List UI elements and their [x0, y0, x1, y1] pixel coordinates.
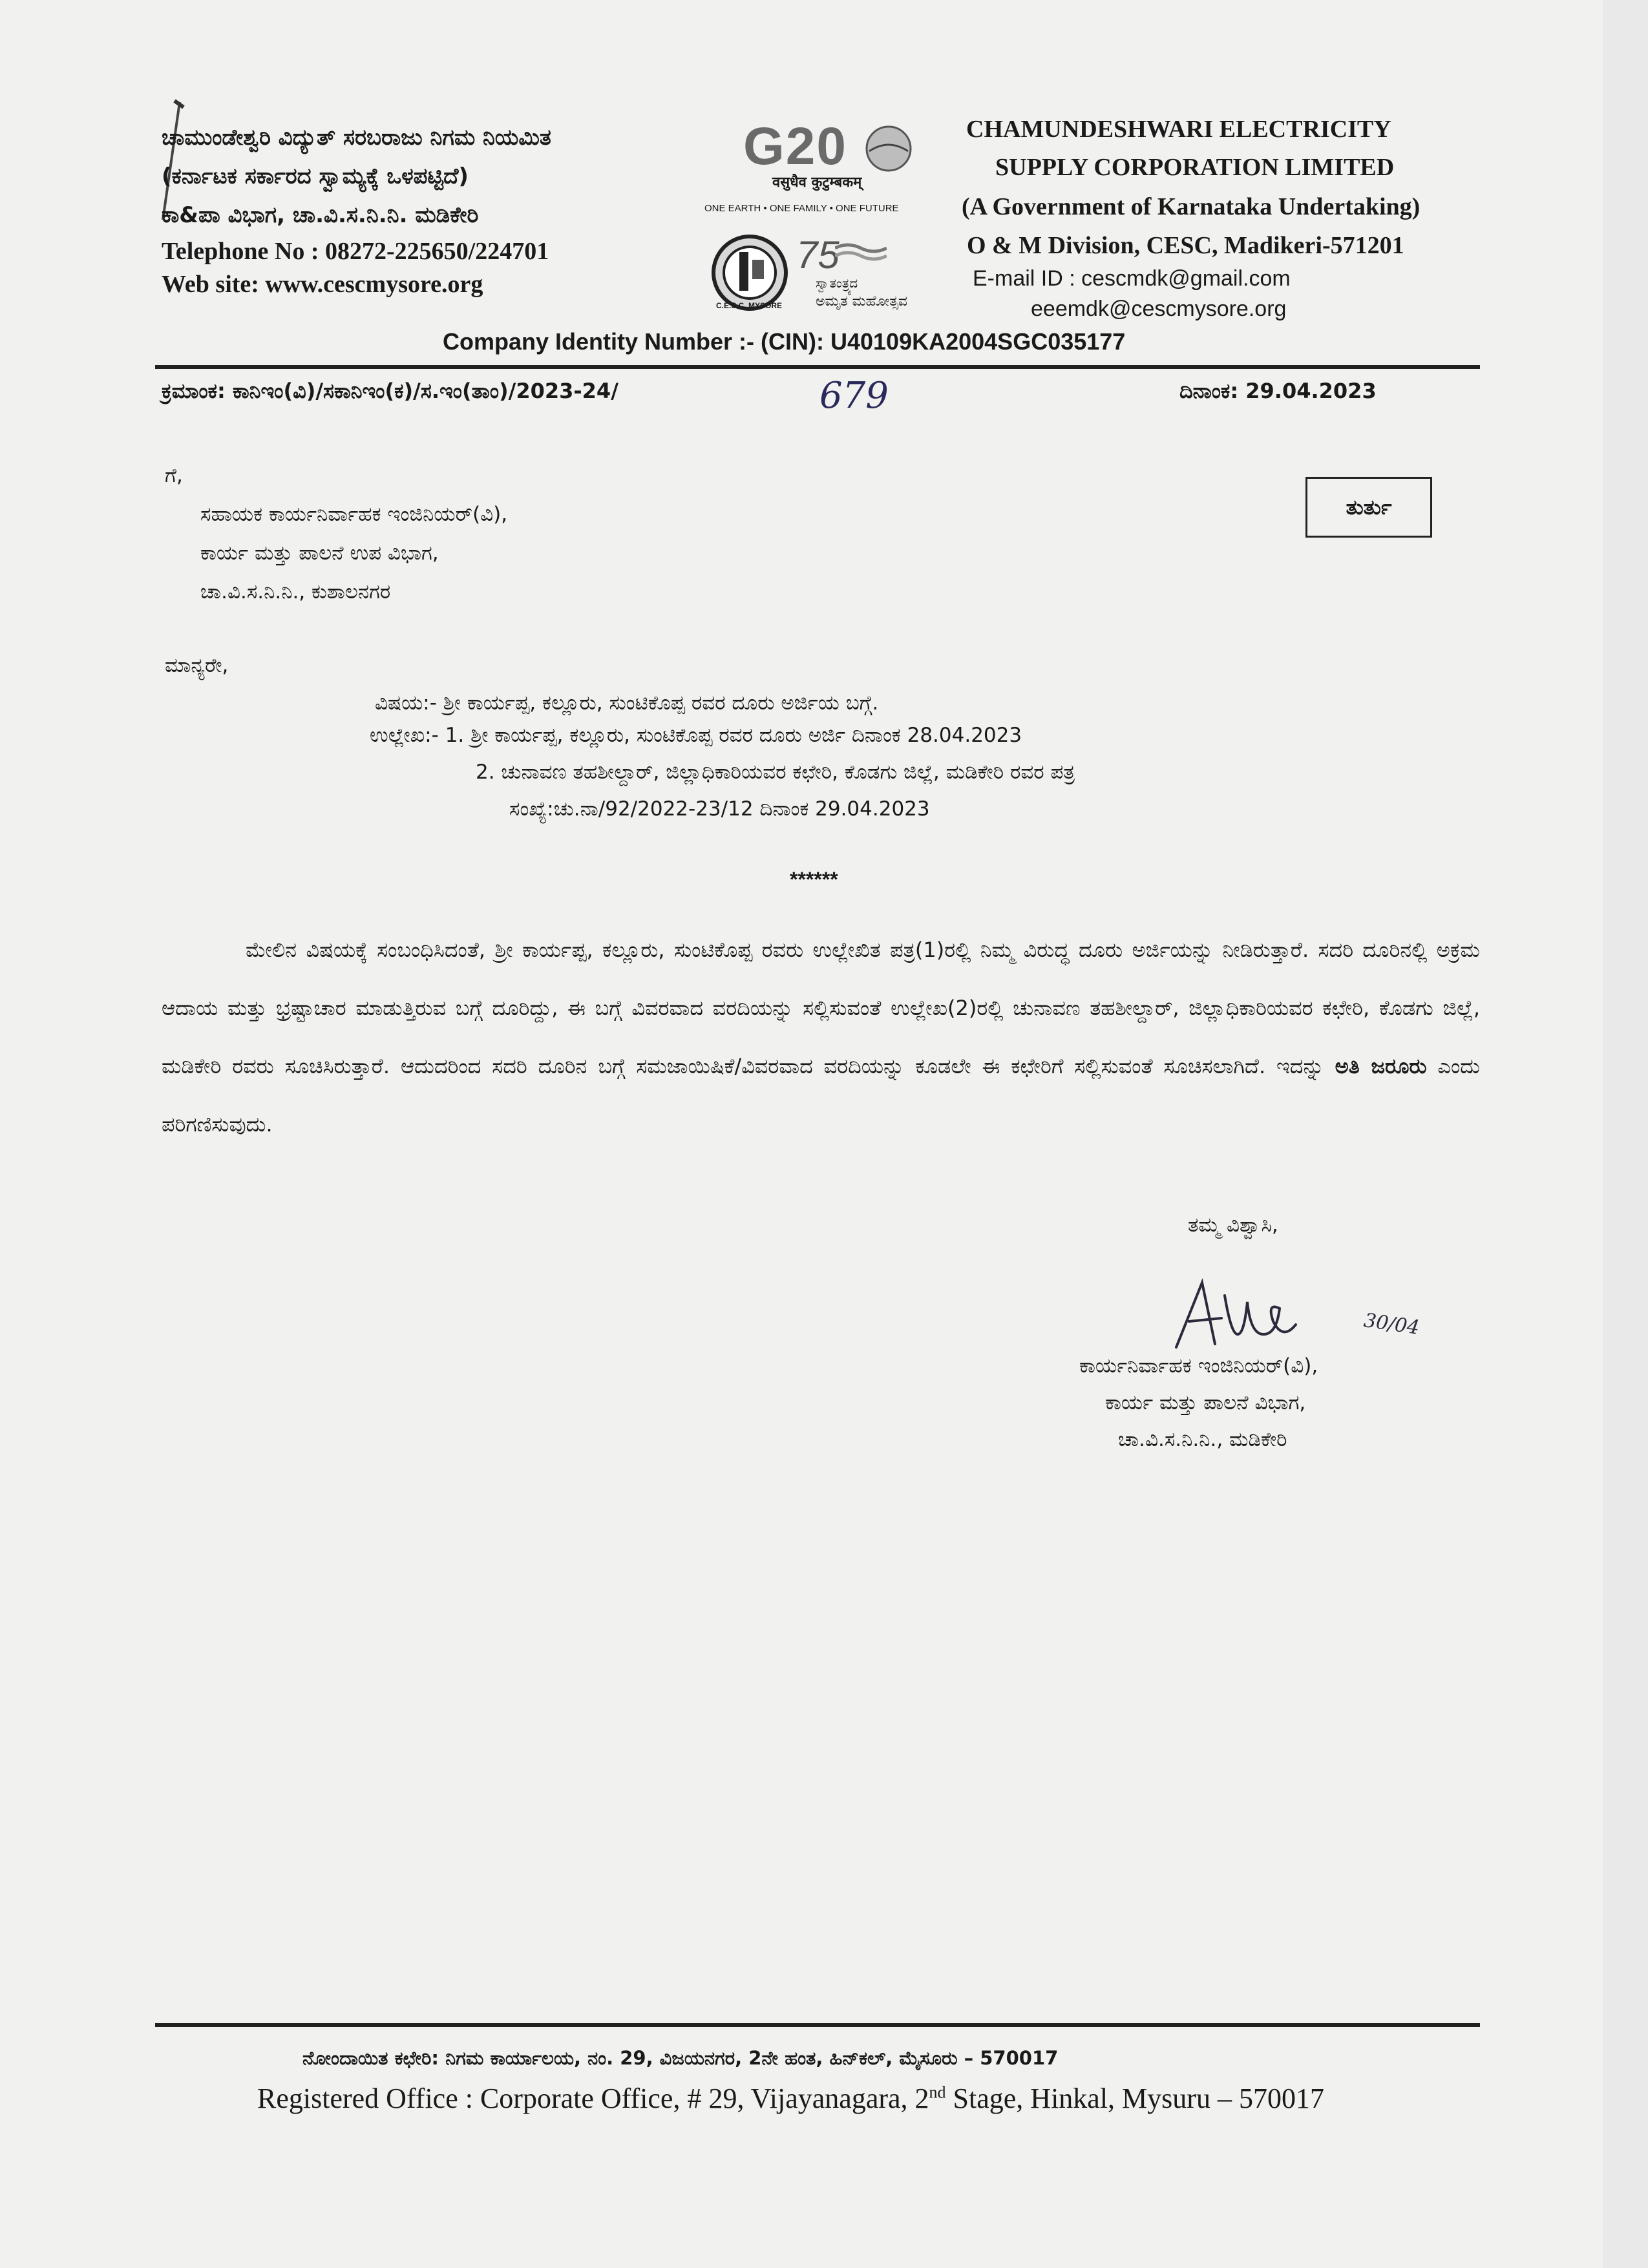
recipient-line1: ಸಹಾಯಕ ಕಾರ್ಯನಿರ್ವಾಹಕ ಇಂಜಿನಿಯರ್(ವಿ),: [200, 503, 508, 526]
reference-2: 2. ಚುನಾವಣ ತಹಶೀಲ್ದಾರ್, ಜಿಲ್ಲಾಧಿಕಾರಿಯವರ ಕಛೇರಿ, ಕೊಡಗು ಜಿಲ್ಲೆ, ಮಡಿಕೇರಿ ರವರ ಪತ್ರ: [476, 761, 1075, 784]
email-1: E-mail ID : cescmdk@gmail.com: [973, 266, 1291, 291]
org-name-line1: CHAMUNDESHWARI ELECTRICITY: [966, 116, 1391, 143]
body-text-part2: ಎಂದು ಪರಿಗಣಿಸುವುದು.: [162, 1054, 1480, 1137]
globe-lotus-icon: [863, 123, 914, 174]
recipient-line2: ಕಾರ್ಯ ಮತ್ತು ಪಾಲನೆ ಉಪ ವಿಭಾಗ,: [200, 541, 439, 565]
registered-office: Registered Office : Corporate Office, # 29, Vijayanagara, 2nd Stage, Hinkal, Mysuru – 570017: [257, 2083, 1324, 2114]
subject-line: ವಿಷಯ:- ಶ್ರೀ ಕಾರ್ಯಪ್ಪ, ಕಲ್ಲೂರು, ಸುಂಟಿಕೊಪ್ಪ ರವರ ದೂರು ಅರ್ಜಿಯ ಬಗ್ಗೆ.: [375, 691, 879, 715]
letter-date: ದಿನಾಂಕ: 29.04.2023: [1179, 379, 1377, 403]
website: Web site: www.cescmysore.org: [162, 271, 483, 298]
signatory-line1: ಕಾರ್ಯನಿರ್ವಾಹಕ ಇಂಜಿನಿಯರ್(ವಿ),: [1079, 1354, 1318, 1378]
closing: ತಮ್ಮ ವಿಶ್ವಾಸಿ,: [1188, 1213, 1278, 1237]
org-name-line2: SUPPLY CORPORATION LIMITED: [995, 154, 1395, 181]
reference-2-number: ಸಂಖ್ಯೆ:ಚು.ನಾ/92/2022-23/12 ದಿನಾಂಕ 29.04.2023: [509, 797, 930, 821]
kannada-org-name: ಚಾಮುಂಡೇಶ್ವರಿ ವಿದ್ಯುತ್ ಸರಬರಾಜು ನಿಗಮ ನಿಯಮಿತ: [162, 125, 551, 151]
signatory-line3: ಚಾ.ವಿ.ಸ.ನಿ.ನಿ., ಮಡಿಕೇರಿ: [1118, 1428, 1287, 1451]
kannada-division: ಕಾ&ಪಾ ವಿಭಾಗ, ಚಾ.ವಿ.ಸ.ನಿ.ನಿ. ಮಡಿಕೇರಿ: [162, 202, 479, 228]
flag-waves-icon: [835, 242, 887, 268]
header-divider: [155, 365, 1480, 369]
salutation: ಮಾನ್ಯರೇ,: [165, 654, 229, 677]
signature-date: 30/04: [1362, 1309, 1421, 1339]
cesc-logo: C.E.S.C. MYSORE: [711, 234, 788, 311]
kannada-registered-office: ನೋಂದಾಯಿತ ಕಛೇರಿ: ನಿಗಮ ಕಾರ್ಯಾಲಯ, ನಂ. 29, ವಿಜಯನಗರ, 2ನೇ ಹಂತ, ಹಿನ್‌ಕಲ್, ಮೈಸೂರು – 570017: [302, 2047, 1059, 2069]
signatory-line2: ಕಾರ್ಯ ಮತ್ತು ಪಾಲನೆ ವಿಭಾಗ,: [1105, 1391, 1306, 1414]
division-address: O & M Division, CESC, Madikeri-571201: [967, 232, 1404, 259]
g20-logo: G20 वसुधैव कुटुम्बकम् ONE EARTH • ONE FAMILY • ONE FUTURE: [704, 116, 937, 220]
reference-number: ಕ್ರಮಾಂಕ: ಕಾನಿಇಂ(ವಿ)/ಸಕಾನಿಇಂ(ಕ)/ಸ.ಇಂ(ತಾಂ)/2023-24/: [162, 379, 618, 403]
cesc-emblem-icon: [711, 234, 788, 311]
email-2: eeemdk@cescmysore.org: [1031, 297, 1287, 321]
separator-stars: ******: [790, 868, 838, 891]
amrut-mahotsav-logo: 75 ಸ್ವಾತಂತ್ರ್ಯದ ಅಮೃತ ಮಹೋತ್ಸವ: [796, 233, 907, 310]
body-urgent-emphasis: ಅತಿ ಜರೂರು: [1335, 1054, 1427, 1078]
to-label: ಗೆ,: [165, 464, 183, 487]
telephone: Telephone No : 08272-225650/224701: [162, 238, 549, 265]
recipient-line3: ಚಾ.ವಿ.ಸ.ನಿ.ನಿ., ಕುಶಾಲನಗರ: [200, 580, 391, 604]
reference-1: ಉಲ್ಲೇಖ:- 1. ಶ್ರೀ ಕಾರ್ಯಪ್ಪ, ಕಲ್ಲೂರು, ಸುಂಟಿಕೊಪ್ಪ ರವರ ದೂರು ಅರ್ಜಿ ದಿನಾಂಕ 28.04.2023: [370, 724, 1022, 747]
signature-icon: [1163, 1270, 1370, 1367]
urgent-stamp: ತುರ್ತು: [1305, 477, 1432, 538]
kannada-govt-undertaking: (ಕರ್ನಾಟಕ ಸರ್ಕಾರದ ಸ್ವಾಮ್ಯಕ್ಕೆ ಒಳಪಟ್ಟಿದೆ): [162, 163, 469, 189]
body-text-part1: ಮೇಲಿನ ವಿಷಯಕ್ಕೆ ಸಂಬಂಧಿಸಿದಂತೆ, ಶ್ರೀ ಕಾರ್ಯಪ್ಪ, ಕಲ್ಲೂರು, ಸುಂಟಿಕೊಪ್ಪ ರವರು ಉಲ್ಲೇಖಿತ ಪತ್ರ(1)ರಲ್ಲಿ ನಿಮ್ಮ ವಿರುದ್ಧ ದೂರು ಅರ್ಜಿಯನ್ನು ನೀಡಿರುತ್ತಾರೆ. ಸದರಿ ದೂರಿನಲ್ಲಿ ಅಕ್ರಮ ಆದಾಯ ಮತ್ತು ಭ್ರಷ್ಟಾಚಾರ ಮಾಡುತ್ತಿರುವ ಬಗ್ಗೆ ದೂರಿದ್ದು, ಈ ಬಗ್ಗೆ ವಿವರವಾದ ವರದಿಯನ್ನು ಸಲ್ಲಿಸುವಂತೆ ಉಲ್ಲೇಖ(2)ರಲ್ಲಿ ಚುನಾವಣ ತಹಶೀಲ್ದಾರ್, ಜಿಲ್ಲಾಧಿಕಾರಿಯವರ ಕಛೇರಿ, ಕೊಡಗು ಜಿಲ್ಲೆ, ಮಡಿಕೇರಿ ರವರು ಸೂಚಿಸಿರುತ್ತಾರೆ. ಆದುದರಿಂದ ಸದರಿ ದೂರಿನ ಬಗ್ಗೆ ಸಮಜಾಯಿಷಿಕೆ/ವಿವರವಾದ ವರದಿಯನ್ನು ಕೂಡಲೇ ಈ ಕಛೇರಿಗೆ ಸಲ್ಲಿಸುವಂತೆ ಸೂಚಿಸಲಾಗಿದೆ. ಇದನ್ನು: [162, 938, 1480, 1078]
body-paragraph: [162, 921, 1480, 1153]
cin-number: Company Identity Number :- (CIN): U40109KA2004SGC035177: [443, 328, 1126, 355]
govt-undertaking: (A Government of Karnataka Undertaking): [962, 193, 1421, 220]
footer-divider: [155, 2023, 1480, 2027]
reference-handwritten: 679: [819, 375, 889, 417]
